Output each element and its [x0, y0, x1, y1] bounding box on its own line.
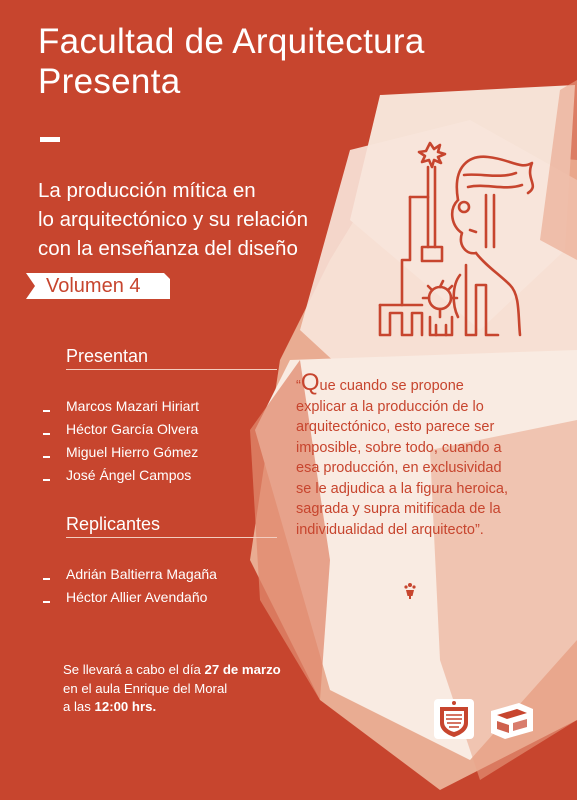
dash-icon — [43, 479, 50, 481]
list-item — [43, 441, 199, 464]
title-divider — [40, 137, 60, 142]
quote-line-3: arquitectónico, esto parece ser — [296, 419, 495, 435]
unam-seal-logo — [432, 697, 476, 741]
list-item — [43, 464, 199, 487]
responders-list — [43, 563, 217, 609]
quote-block — [296, 369, 564, 540]
title-line-1: Facultad de Arquitectura — [38, 22, 425, 61]
volume-label: Volumen 4 — [46, 275, 141, 297]
quote-initial: Q — [300, 369, 320, 396]
list-item — [43, 395, 199, 418]
quote-line-5: esa producción, en exclusividad — [296, 460, 502, 476]
subtitle — [38, 176, 308, 263]
event-line-2: en el aula Enrique del Moral — [63, 680, 228, 696]
responder-name: Adrián Baltierra Magaña — [66, 566, 217, 582]
list-item — [43, 586, 217, 609]
castle-hero-illustration — [360, 135, 550, 340]
volume-badge — [26, 273, 170, 299]
event-date: 27 de marzo — [204, 662, 281, 677]
event-line-3-text: a las — [63, 699, 95, 714]
event-details — [63, 661, 281, 717]
presenter-name: José Ángel Campos — [66, 467, 192, 483]
page-title — [38, 22, 425, 102]
event-line-3 — [63, 698, 281, 717]
event-line-1-text: Se llevará a cabo el día — [63, 662, 205, 677]
event-line-1 — [63, 661, 281, 680]
quote-line-2: explicar a la producción de lo — [296, 398, 484, 415]
event-time: 12:00 hrs. — [94, 699, 157, 714]
list-item — [43, 418, 199, 441]
dash-icon — [43, 456, 50, 458]
list-item — [43, 563, 217, 586]
presenters-list — [43, 395, 199, 487]
dash-icon — [43, 433, 50, 435]
quote-open-mark: “ — [296, 378, 301, 394]
dash-icon — [43, 601, 50, 603]
presenter-name: Héctor García Olvera — [66, 421, 199, 437]
quote-line-1-text: ue cuando se propone — [319, 378, 464, 394]
subtitle-line-3: con la enseñanza del diseño — [38, 237, 298, 260]
quote-line-1 — [296, 369, 564, 397]
quote-line-6: se le adjudica a la figura heroica, — [296, 480, 508, 497]
quote-line-7: sagrada y supra mitificada de la — [296, 501, 501, 517]
responders-rule — [66, 537, 277, 538]
title-line-2: Presenta — [38, 62, 181, 101]
quote-line-8: individualidad del arquitecto”. — [296, 521, 484, 538]
subtitle-line-1: La producción mítica en — [38, 179, 256, 202]
presenters-heading: Presentan — [66, 346, 149, 366]
presenters-rule — [66, 369, 277, 370]
quote-line-4: imposible, sobre todo, cuando a — [296, 439, 502, 456]
faculty-logo — [489, 701, 535, 741]
dash-icon — [43, 578, 50, 580]
presenter-name: Miguel Hierro Gómez — [66, 444, 199, 460]
subtitle-line-2: lo arquitectónico y su relación — [38, 208, 309, 231]
responders-heading: Replicantes — [66, 514, 161, 534]
dash-icon — [43, 410, 50, 412]
bell-flower-icon — [403, 582, 417, 600]
responder-name: Héctor Allier Avendaño — [66, 589, 208, 605]
presenter-name: Marcos Mazari Hiriart — [66, 398, 200, 414]
